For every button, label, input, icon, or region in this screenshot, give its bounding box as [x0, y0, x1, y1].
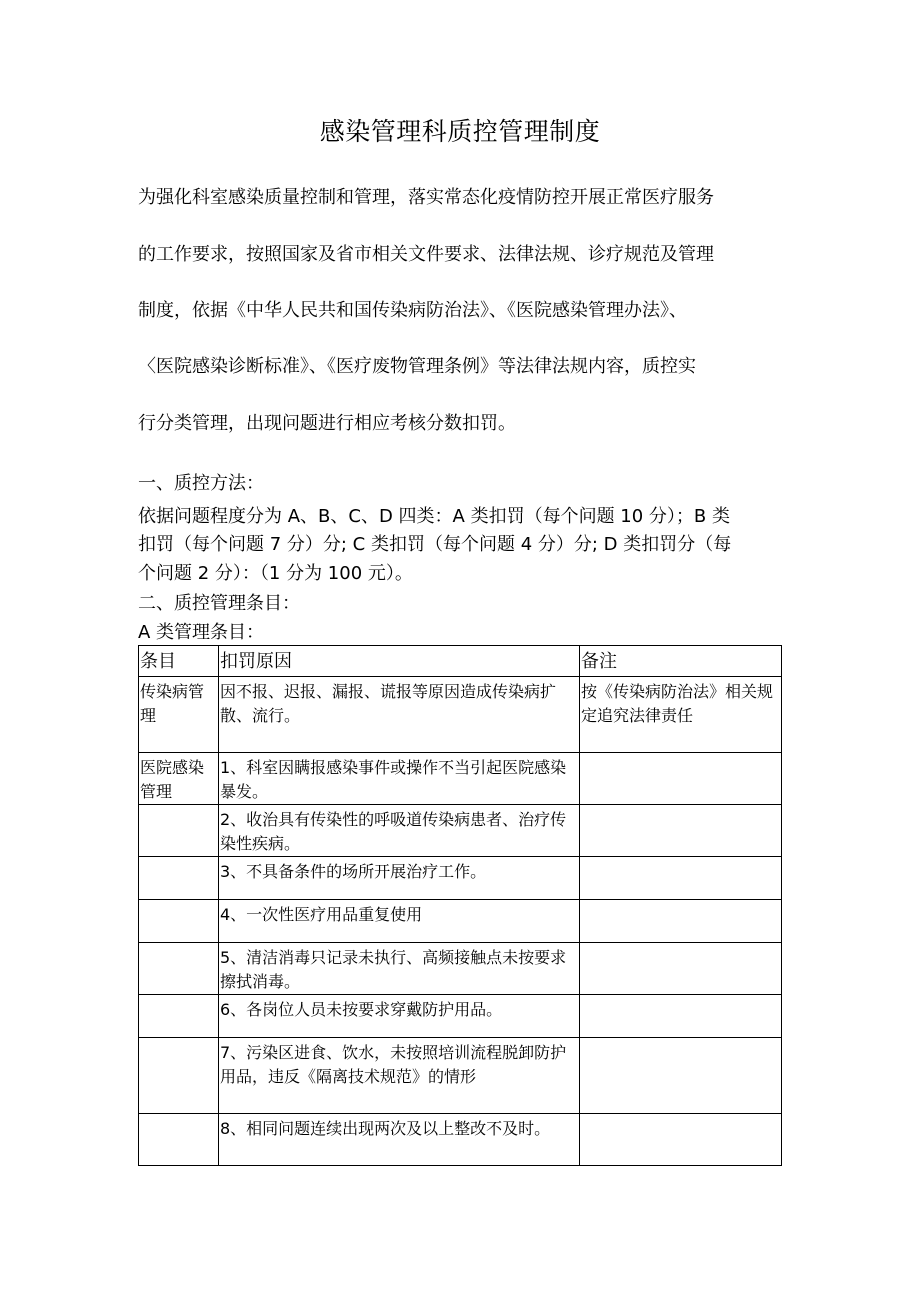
method-line: 扣罚（每个问题 7 分）分; C 类扣罚（每个问题 4 分）分; D 类扣罚分（每	[138, 534, 732, 555]
cell-item: 传染病管理	[139, 677, 219, 753]
cell-remark	[580, 1038, 782, 1114]
intro-line: 制度，依据《中华人民共和国传染病防治法》、《医院感染管理办法》、	[138, 300, 687, 321]
cell-remark	[580, 943, 782, 995]
table-row	[139, 753, 782, 805]
cell-reason: 4、一次性医疗用品重复使用	[219, 900, 580, 943]
method-line: 个问题 2 分）：（1 分为 100 元）。	[138, 563, 413, 584]
cell-item	[139, 1038, 219, 1114]
header-item: 条目	[139, 646, 219, 677]
table-header-row	[139, 646, 782, 677]
cell-reason: 2、收治具有传染性的呼吸道传染病患者、治疗传染性疾病。	[219, 805, 580, 857]
intro-line: 〈医院感染诊断标准》、《医疗废物管理条例》等法律法规内容，质控实	[138, 356, 696, 377]
cell-item	[139, 805, 219, 857]
cell-remark	[580, 753, 782, 805]
cell-reason: 5、清洁消毒只记录未执行、高频接触点未按要求擦拭消毒。	[219, 943, 580, 995]
table-row	[139, 857, 782, 900]
table-row	[139, 1038, 782, 1114]
cell-remark	[580, 805, 782, 857]
header-reason: 扣罚原因	[219, 646, 580, 677]
intro-line: 的工作要求，按照国家及省市相关文件要求、法律法规、诊疗规范及管理	[138, 244, 714, 265]
cell-reason: 6、各岗位人员未按要求穿戴防护用品。	[219, 995, 580, 1038]
header-remark: 备注	[580, 646, 782, 677]
cell-item	[139, 1114, 219, 1166]
cell-item	[139, 857, 219, 900]
cell-reason: 8、相同问题连续出现两次及以上整改不及时。	[219, 1114, 580, 1166]
cell-reason: 7、污染区进食、饮水，未按照培训流程脱卸防护用品，违反《隔离技术规范》的情形	[219, 1038, 580, 1114]
cell-reason: 3、不具备条件的场所开展治疗工作。	[219, 857, 580, 900]
table-row	[139, 677, 782, 753]
table-row	[139, 943, 782, 995]
subsection-heading-class-a: A 类管理条目：	[138, 622, 265, 643]
cell-remark	[580, 857, 782, 900]
table-row	[139, 995, 782, 1038]
document-title: 感染管理科质控管理制度	[319, 117, 601, 146]
cell-reason: 因不报、迟报、漏报、谎报等原因造成传染病扩散、流行。	[219, 677, 580, 753]
cell-item	[139, 900, 219, 943]
cell-item	[139, 943, 219, 995]
cell-remark	[580, 900, 782, 943]
cell-remark	[580, 1114, 782, 1166]
table-row	[139, 805, 782, 857]
table-row	[139, 1114, 782, 1166]
class-a-rules-table	[138, 645, 782, 1166]
section-heading-items: 二、质控管理条目：	[138, 593, 300, 614]
intro-line: 行分类管理，出现问题进行相应考核分数扣罚。	[138, 413, 516, 434]
cell-reason: 1、科室因瞒报感染事件或操作不当引起医院感染暴发。	[219, 753, 580, 805]
section-heading-methods: 一、质控方法：	[138, 473, 264, 494]
method-line: 依据问题程度分为 A、B、C、D 四类：A 类扣罚（每个问题 10 分）；B 类	[138, 506, 730, 527]
cell-remark: 按《传染病防治法》相关规定追究法律责任	[580, 677, 782, 753]
cell-remark	[580, 995, 782, 1038]
cell-item: 医院感染管理	[139, 753, 219, 805]
intro-line: 为强化科室感染质量控制和管理，落实常态化疫情防控开展正常医疗服务	[138, 187, 714, 208]
cell-item	[139, 995, 219, 1038]
table-row	[139, 900, 782, 943]
